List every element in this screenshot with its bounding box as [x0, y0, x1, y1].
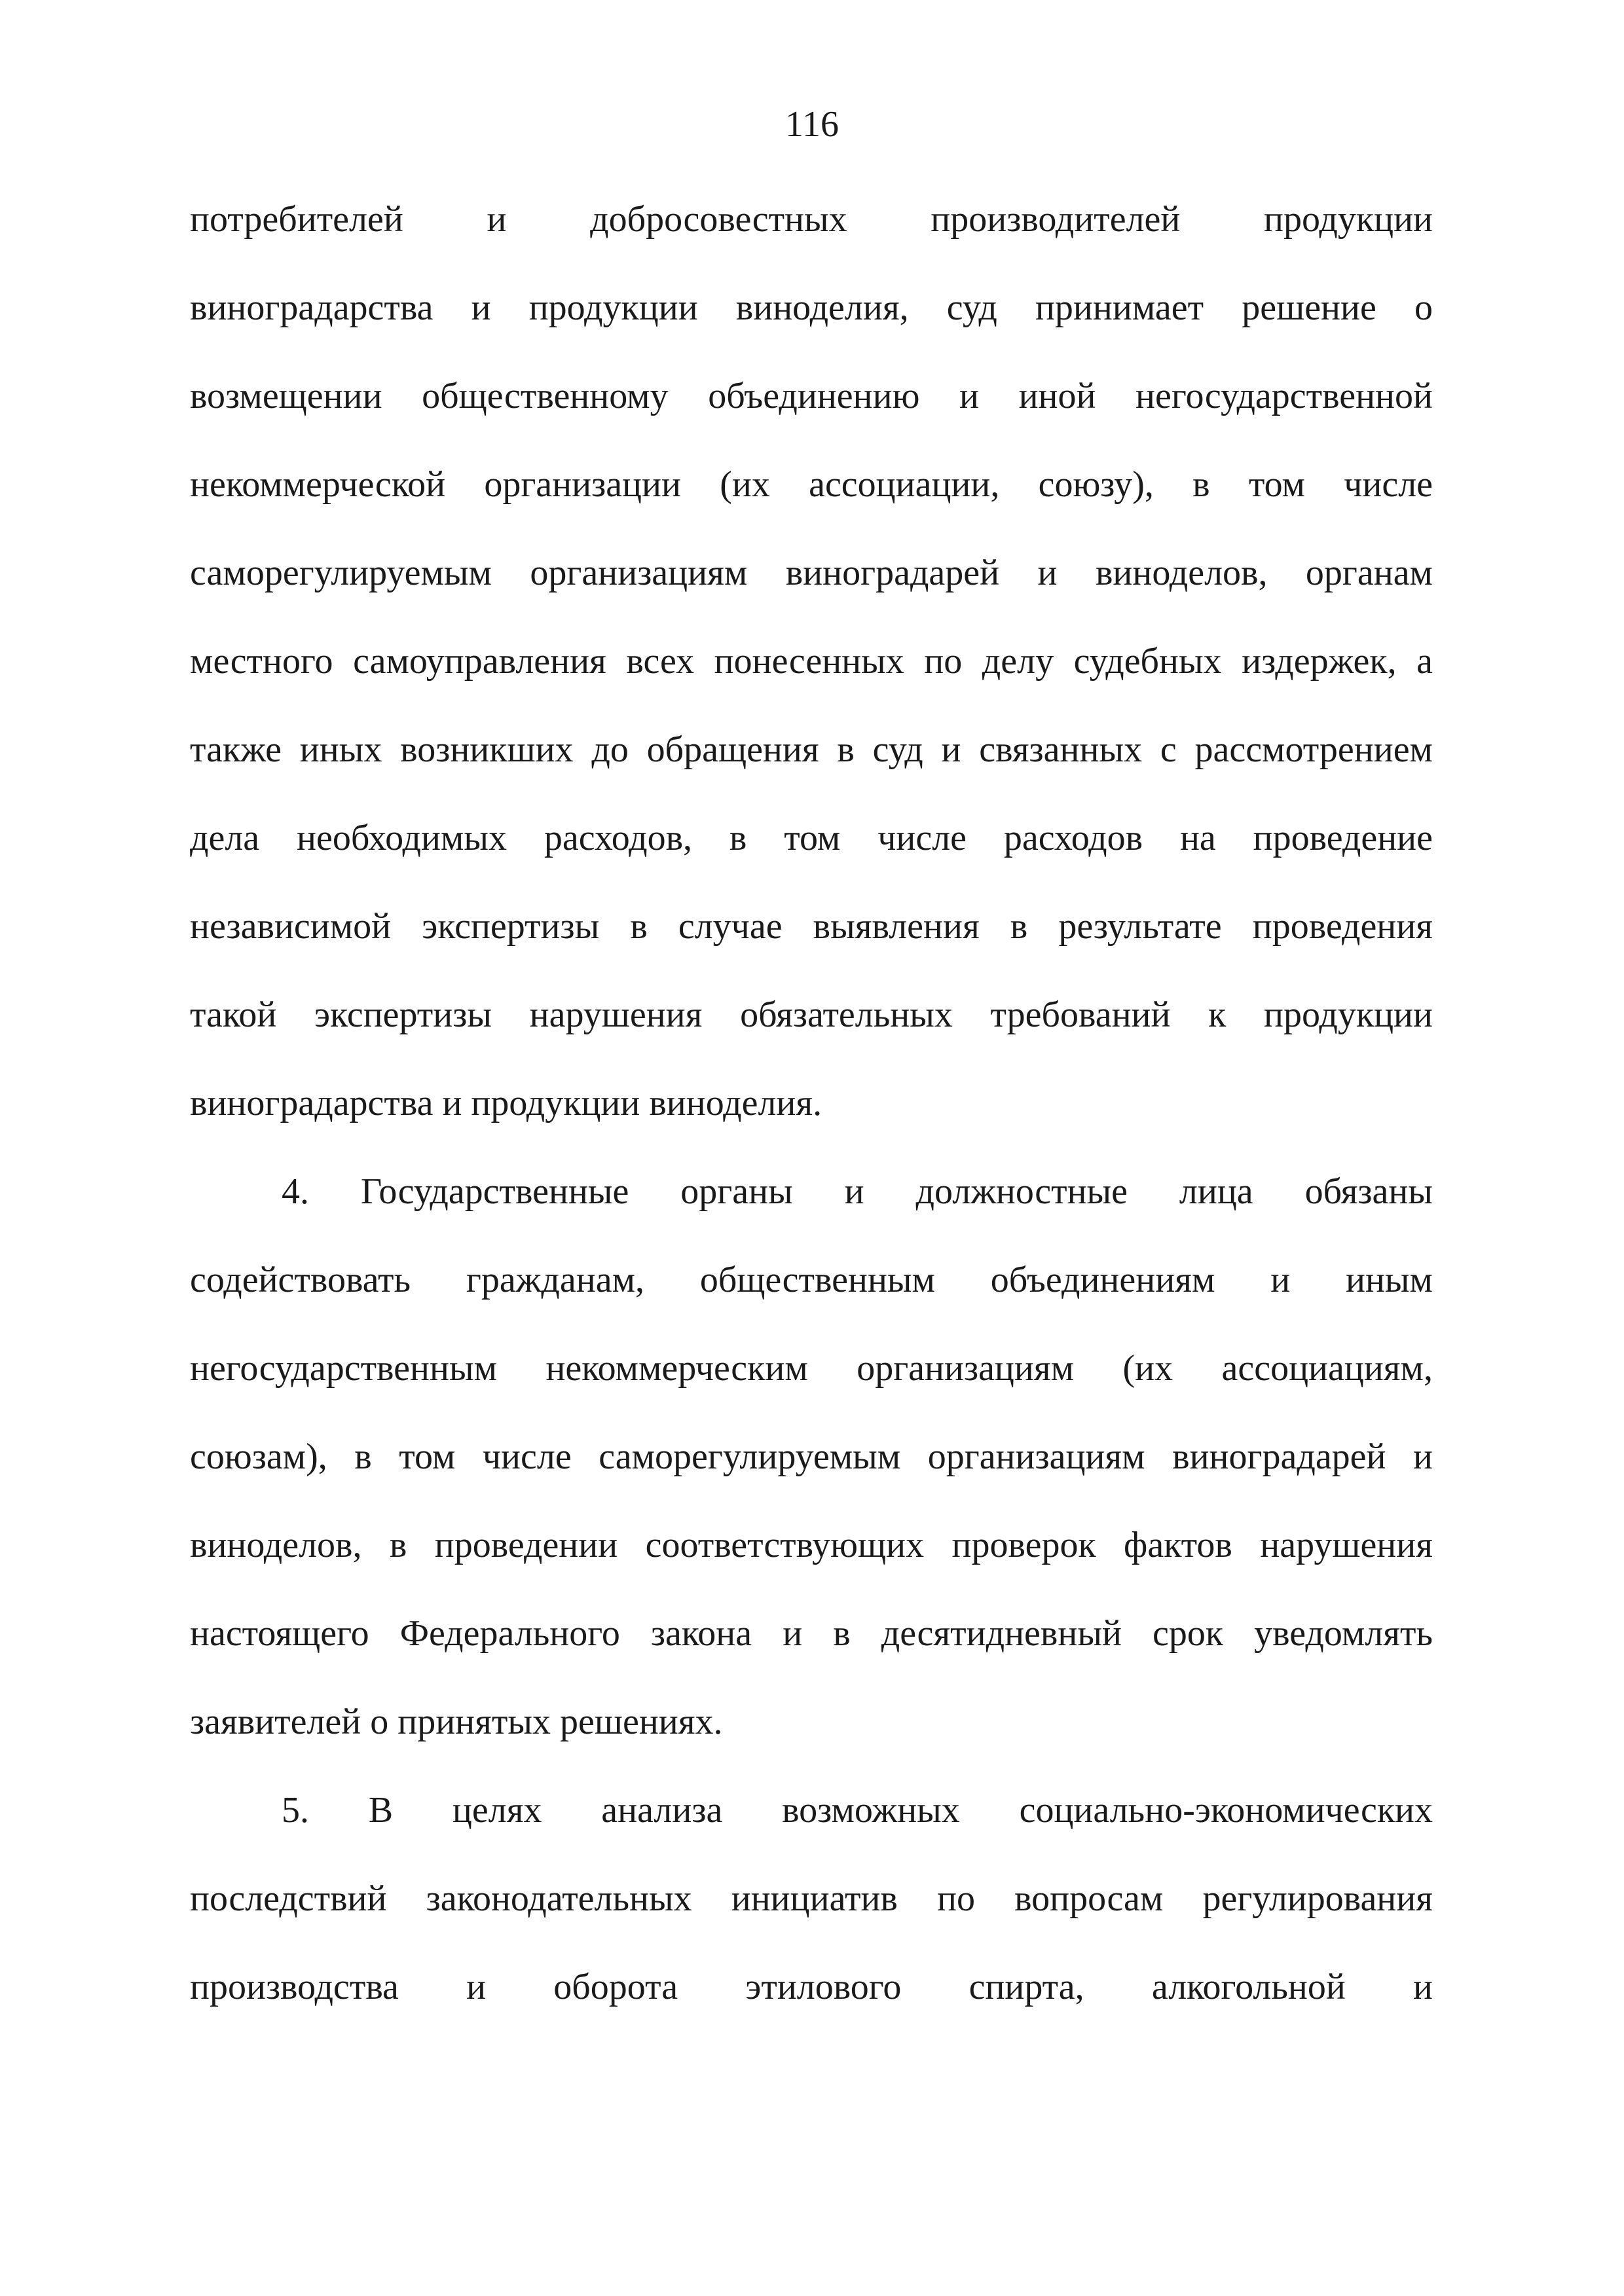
text-line-6: местного самоуправления всех понесенных по делу судебных издержек, а: [190, 641, 1433, 682]
text-line-3: возмещении общественному объединению и иной негосударственной: [190, 376, 1433, 416]
text-line-9: независимой экспертизы в случае выявления в результате проведения: [190, 906, 1433, 947]
text-line-15: союзам), в том числе саморегулируемым организациям виноградарей и: [190, 1436, 1433, 1477]
text-line-13: содействовать гражданам, общественным объединениям и иным: [190, 1260, 1433, 1300]
text-line-1: потребителей и добросовестных производителей продукции: [190, 199, 1433, 240]
text-line-5: саморегулируемым организациям виноградарей и виноделов, органам: [190, 553, 1433, 593]
text-line-4: некоммерческой организации (их ассоциации, союзу), в том числе: [190, 464, 1433, 505]
text-line-8: дела необходимых расходов, в том числе расходов на проведение: [190, 818, 1433, 858]
text-line-2: виноградарства и продукции виноделия, суд принимает решение о: [190, 287, 1433, 328]
text-line-21: производства и оборота этилового спирта, алкогольной и: [190, 1967, 1433, 2007]
page-number: 116: [785, 104, 839, 145]
text-line-10: такой экспертизы нарушения обязательных требований к продукции: [190, 994, 1433, 1035]
paragraph-4-start: 4. Государственные органы и должностные лица обязаны: [282, 1171, 1433, 1212]
text-line-18: заявителей о принятых решениях.: [190, 1702, 723, 1742]
text-line-14: негосударственным некоммерческим организациям (их ассоциациям,: [190, 1348, 1433, 1389]
text-line-7: также иных возникших до обращения в суд и связанных с рассмотрением: [190, 729, 1433, 770]
text-line-11: виноградарства и продукции виноделия.: [190, 1083, 822, 1123]
text-line-17: настоящего Федерального закона и в десятидневный срок уведомлять: [190, 1613, 1433, 1654]
paragraph-5-start: 5. В целях анализа возможных социально-экономических: [282, 1790, 1433, 1831]
text-line-20: последствий законодательных инициатив по вопросам регулирования: [190, 1878, 1433, 1919]
text-line-16: виноделов, в проведении соответствующих проверок фактов нарушения: [190, 1525, 1433, 1565]
